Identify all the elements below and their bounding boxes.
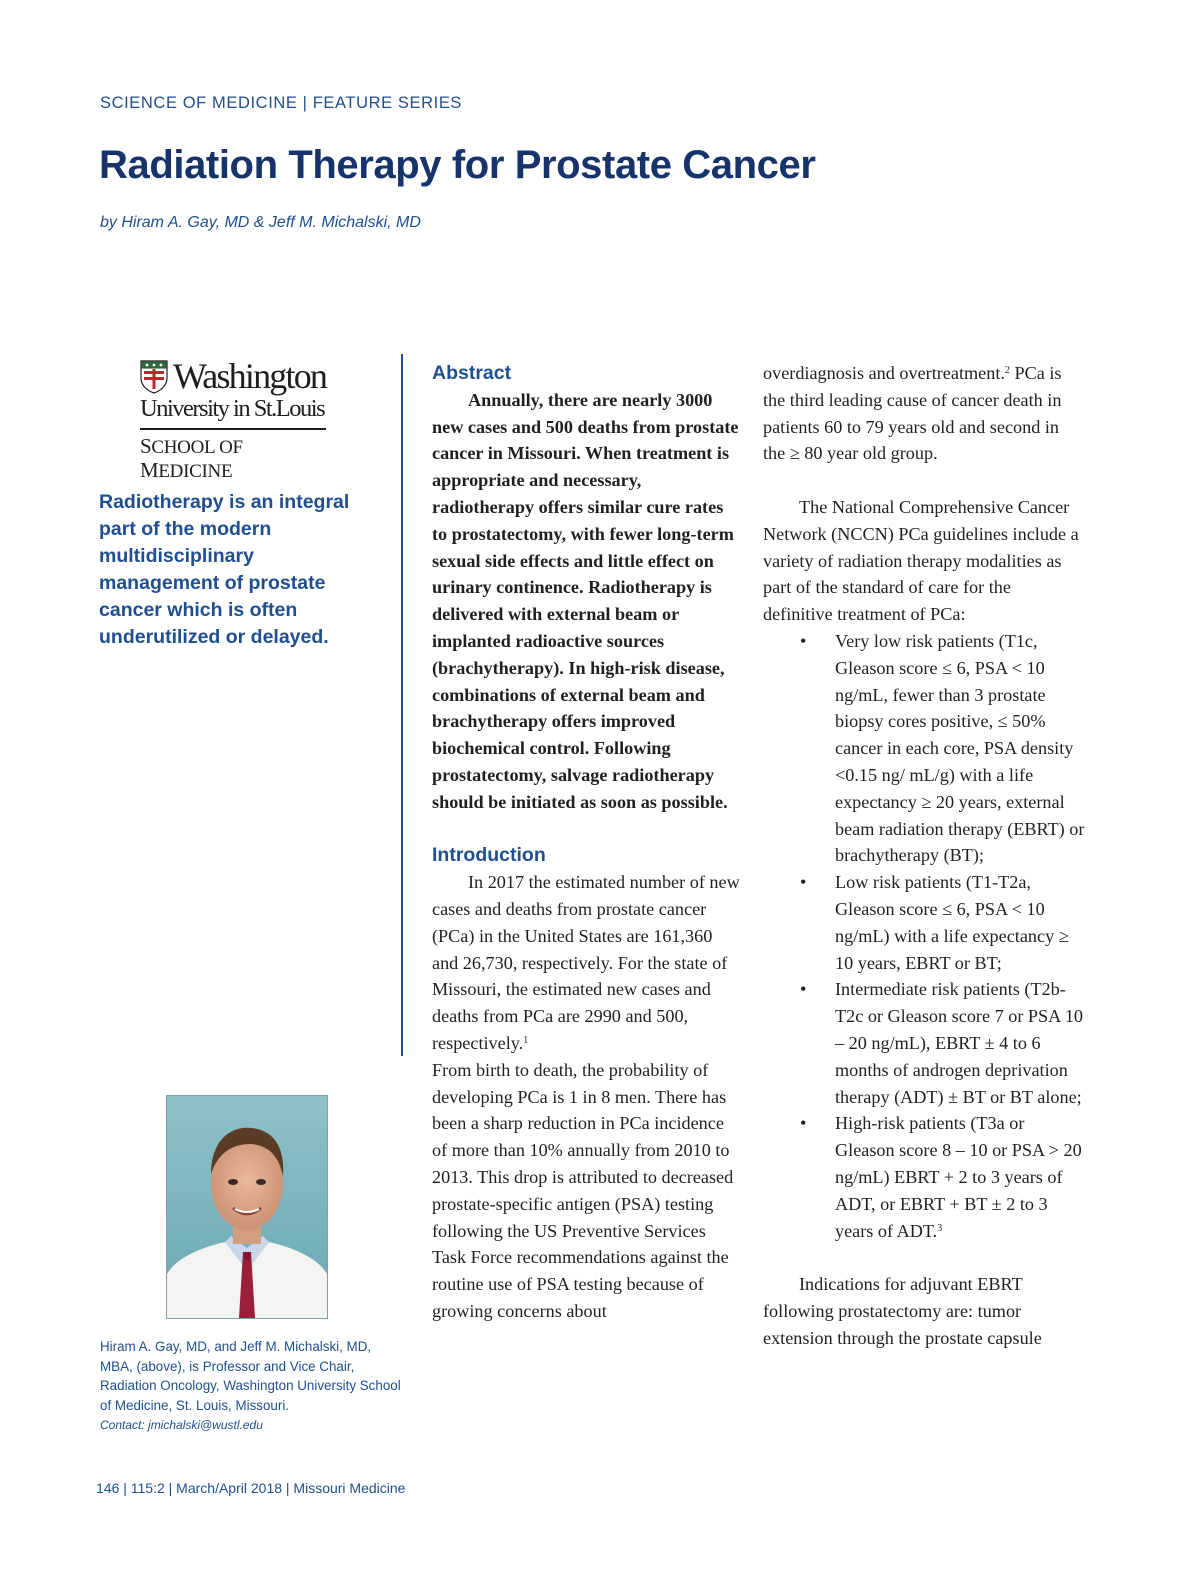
list-item: • Intermediate risk patients (T2b-T2c or Gleason score 7 or PSA 10 – 20 ng/mL), EBRT ± 4 to 6 months of androgen deprivation therapy (ADT) ± BT or BT alone; (763, 976, 1085, 1110)
logo-university: University in St.Louis (140, 395, 325, 422)
page-footer: 146 | 115:2 | March/April 2018 | Missouri Medicine (96, 1480, 406, 1496)
portrait-image (167, 1096, 327, 1318)
list-item: • Very low risk patients (T1c, Gleason score ≤ 6, PSA < 10 ng/mL, fewer than 3 prostate biopsy cores positive, ≤ 50% cancer in each core, PSA density <0.15 ng/ mL/g) with a life expectancy ≥ 20 years, external beam radiation therapy (EBRT) or brachytherapy (BT); (763, 628, 1085, 869)
abstract-heading: Abstract (432, 362, 512, 384)
list-item: • High-risk patients (T3a or Gleason score 8 – 10 or PSA > 20 ng/mL) EBRT + 2 to 3 years of ADT, or EBRT + BT ± 2 to 3 years of ADT.$^3$ (763, 1110, 1085, 1244)
adjuvant-paragraph: Indications for adjuvant EBRT following prostatectomy are: tumor extension through the prostate capsule (763, 1274, 1042, 1348)
ref-3: 3 (937, 1222, 943, 1234)
series-label: SCIENCE OF MEDICINE | FEATURE SERIES (100, 94, 463, 112)
logo-school: SCHOOL OF MEDICINE (140, 433, 243, 482)
abstract-text: Annually, there are nearly 3000 new cases and 500 deaths from prostate cancer in Missouri. When treatment is appropriate and necessary, radiotherapy offers similar cure rates to prostatectomy, with fewer long-term sexual side effects and little effect on urinary continence. Radiotherapy is delivered with external beam or implanted radioactive sources (brachytherapy). In high-risk disease, combinations of external beam and brachytherapy offers improved biochemical control. Following prostatectomy, salvage radiotherapy should be initiated as soon as possible. (432, 389, 739, 812)
pull-quote: Radiotherapy is an integral part of the modern multidisciplinary management of prostate cancer which is often underutilized or delayed. (99, 491, 350, 648)
introduction-paragraph: In 2017 the estimated number of new cases and deaths from prostate cancer (PCa) in the United States are 161,360 and 26,730, respectively. For the state of Missouri, the estimated new cases and deaths from PCa are 2990 and 500, respectively.$^1$ From birth to death, the probability of developing PCa is 1 in 8 men. There has been a sharp reduction in PCa incidence of more than 10% annually from 2010 to 2013. This drop is attributed to decreased prostate-specific antigen (PSA) testing following the US Preventive Services Task Force recommendations against the routine use of PSA testing because of growing concerns about (432, 872, 740, 1321)
column-right (763, 360, 1085, 1351)
introduction-continued: overdiagnosis and overtreatment.$^2$ PCa is the third leading cause of cancer death in patients 60 to 79 years old and second in the ≥ 80 year old group. (763, 363, 1062, 464)
introduction-heading: Introduction (432, 844, 546, 867)
byline: by Hiram A. Gay, MD & Jeff M. Michalski, MD (100, 214, 421, 231)
ref-2: 2 (1004, 365, 1010, 376)
contact-email[interactable]: Contact: jmichalski@wustl.edu (100, 1418, 263, 1432)
university-logo (140, 356, 326, 483)
article-title: Radiation Therapy for Prostate Cancer (99, 143, 816, 187)
list-item: • Low risk patients (T1-T2a, Gleason score ≤ 6, PSA < 10 ng/mL) with a life expectancy ≥ 10 years, EBRT or BT; (763, 869, 1085, 976)
author-portrait (166, 1095, 328, 1319)
nccn-paragraph: The National Comprehensive Cancer Network (NCCN) PCa guidelines include a variety of radiation therapy modalities as part of the standard of care for the definitive treatment of PCa: (763, 496, 1079, 625)
risk-groups-list (763, 628, 1085, 1244)
caption-text: Hiram A. Gay, MD, and Jeff M. Michalski, MD, MBA, (above), is Professor and Vice Chair, Radiation Oncology, Washington University School of Medicine, St. Louis, Missouri. (100, 1339, 401, 1413)
column-middle (432, 360, 742, 1325)
column-divider (401, 354, 403, 1056)
logo-washington: Washington (173, 356, 327, 396)
author-caption (100, 1337, 405, 1436)
ref-1: 1 (523, 1034, 529, 1046)
logo-divider (140, 428, 326, 430)
shield-icon (140, 360, 168, 394)
